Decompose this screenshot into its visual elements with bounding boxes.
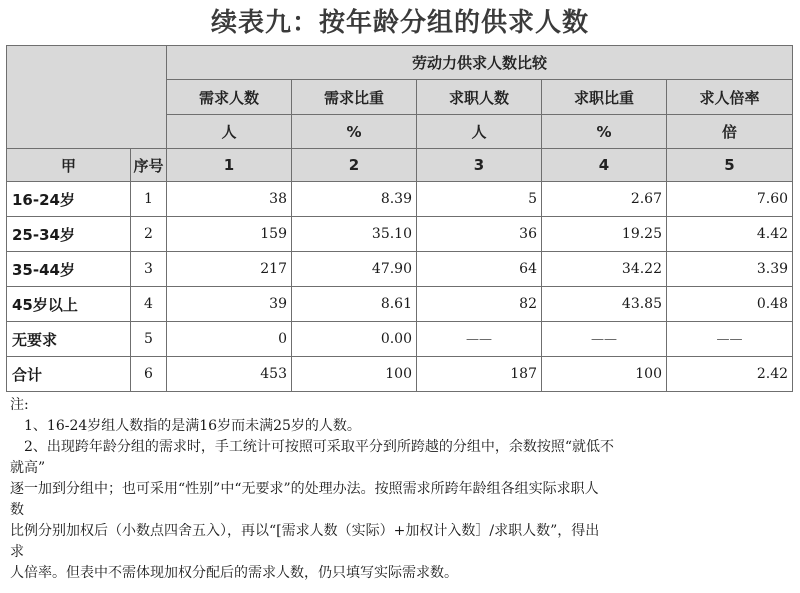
table-row-total (7, 357, 793, 392)
unit-ratio: 倍 (667, 115, 793, 149)
col-header-demand-share: 需求比重 (292, 80, 417, 115)
total-label: 合计 (7, 357, 131, 392)
seeker-share-cell: 34.22 (542, 252, 667, 287)
ratio-cell: 4.42 (667, 217, 793, 252)
demand-count-cell: 217 (167, 252, 292, 287)
table-row (7, 252, 793, 287)
unit-demand-count: 人 (167, 115, 292, 149)
index-seeker-share: 4 (542, 149, 667, 182)
demand-share-cell: 100 (292, 357, 417, 392)
index-seeker-count: 3 (417, 149, 542, 182)
age-group-label: 无要求 (7, 322, 131, 357)
demand-count-cell: 39 (167, 287, 292, 322)
row-seq: 4 (131, 287, 167, 322)
table-row (7, 182, 793, 217)
note-line: 求 (10, 544, 24, 560)
seeker-share-cell: —— (542, 322, 667, 357)
table-row (7, 322, 793, 357)
seeker-share-cell: 100 (542, 357, 667, 392)
corner-header-cell (7, 46, 167, 149)
row-seq: 5 (131, 322, 167, 357)
notes-heading: 注: (10, 397, 29, 413)
note-line: 就高” (10, 460, 46, 476)
row-seq: 2 (131, 217, 167, 252)
seeker-count-cell: 5 (417, 182, 542, 217)
unit-seeker-count: 人 (417, 115, 542, 149)
supply-demand-table (6, 45, 793, 392)
demand-share-cell: 35.10 (292, 217, 417, 252)
demand-share-cell: 8.61 (292, 287, 417, 322)
age-group-label: 35-44岁 (7, 252, 131, 287)
seeker-share-cell: 19.25 (542, 217, 667, 252)
age-group-label: 45岁以上 (7, 287, 131, 322)
seeker-count-cell: —— (417, 322, 542, 357)
demand-count-cell: 159 (167, 217, 292, 252)
seeker-share-cell: 2.67 (542, 182, 667, 217)
age-group-label: 16-24岁 (7, 182, 131, 217)
notes-section (10, 395, 792, 584)
note-line: 比例分别加权后（小数点四舍五入），再以“[需求人数（实际）+加权计入数］/求职人数”，得出 (10, 523, 600, 539)
demand-count-cell: 38 (167, 182, 292, 217)
row-seq: 1 (131, 182, 167, 217)
row-label-header: 甲 (7, 149, 131, 182)
ratio-cell: 0.48 (667, 287, 793, 322)
note-line: 1、16-24岁组人数指的是满16岁而未满25岁的人数。 (24, 418, 361, 434)
seeker-count-cell: 187 (417, 357, 542, 392)
unit-seeker-share: % (542, 115, 667, 149)
demand-count-cell: 0 (167, 322, 292, 357)
seeker-count-cell: 36 (417, 217, 542, 252)
unit-demand-share: % (292, 115, 417, 149)
seeker-count-cell: 64 (417, 252, 542, 287)
table-row (7, 287, 793, 322)
ratio-cell: 3.39 (667, 252, 793, 287)
col-header-ratio: 求人倍率 (667, 80, 793, 115)
row-seq: 6 (131, 357, 167, 392)
note-line: 逐一加到分组中；也可采用“性别”中“无要求”的处理办法。按照需求所跨年龄组各组实际求职人 (10, 481, 599, 497)
index-demand-count: 1 (167, 149, 292, 182)
group-header: 劳动力供求人数比较 (167, 46, 793, 80)
col-header-seeker-share: 求职比重 (542, 80, 667, 115)
index-demand-share: 2 (292, 149, 417, 182)
note-line: 数 (10, 502, 24, 518)
ratio-cell: 7.60 (667, 182, 793, 217)
demand-share-cell: 0.00 (292, 322, 417, 357)
age-group-label: 25-34岁 (7, 217, 131, 252)
index-ratio: 5 (667, 149, 793, 182)
seq-header: 序号 (131, 149, 167, 182)
note-line: 2、出现跨年龄分组的需求时，手工统计可按照可采取平分到所跨越的分组中，余数按照“就低不 (24, 439, 615, 455)
seeker-share-cell: 43.85 (542, 287, 667, 322)
ratio-cell: —— (667, 322, 793, 357)
seeker-count-cell: 82 (417, 287, 542, 322)
ratio-cell: 2.42 (667, 357, 793, 392)
col-header-seeker-count: 求职人数 (417, 80, 542, 115)
demand-share-cell: 47.90 (292, 252, 417, 287)
page-title: 续表九：按年龄分组的供求人数 (210, 8, 589, 38)
demand-share-cell: 8.39 (292, 182, 417, 217)
table-row (7, 217, 793, 252)
demand-count-cell: 453 (167, 357, 292, 392)
note-line: 人倍率。但表中不需体现加权分配后的需求人数，仍只填写实际需求数。 (10, 565, 458, 581)
col-header-demand-count: 需求人数 (167, 80, 292, 115)
row-seq: 3 (131, 252, 167, 287)
